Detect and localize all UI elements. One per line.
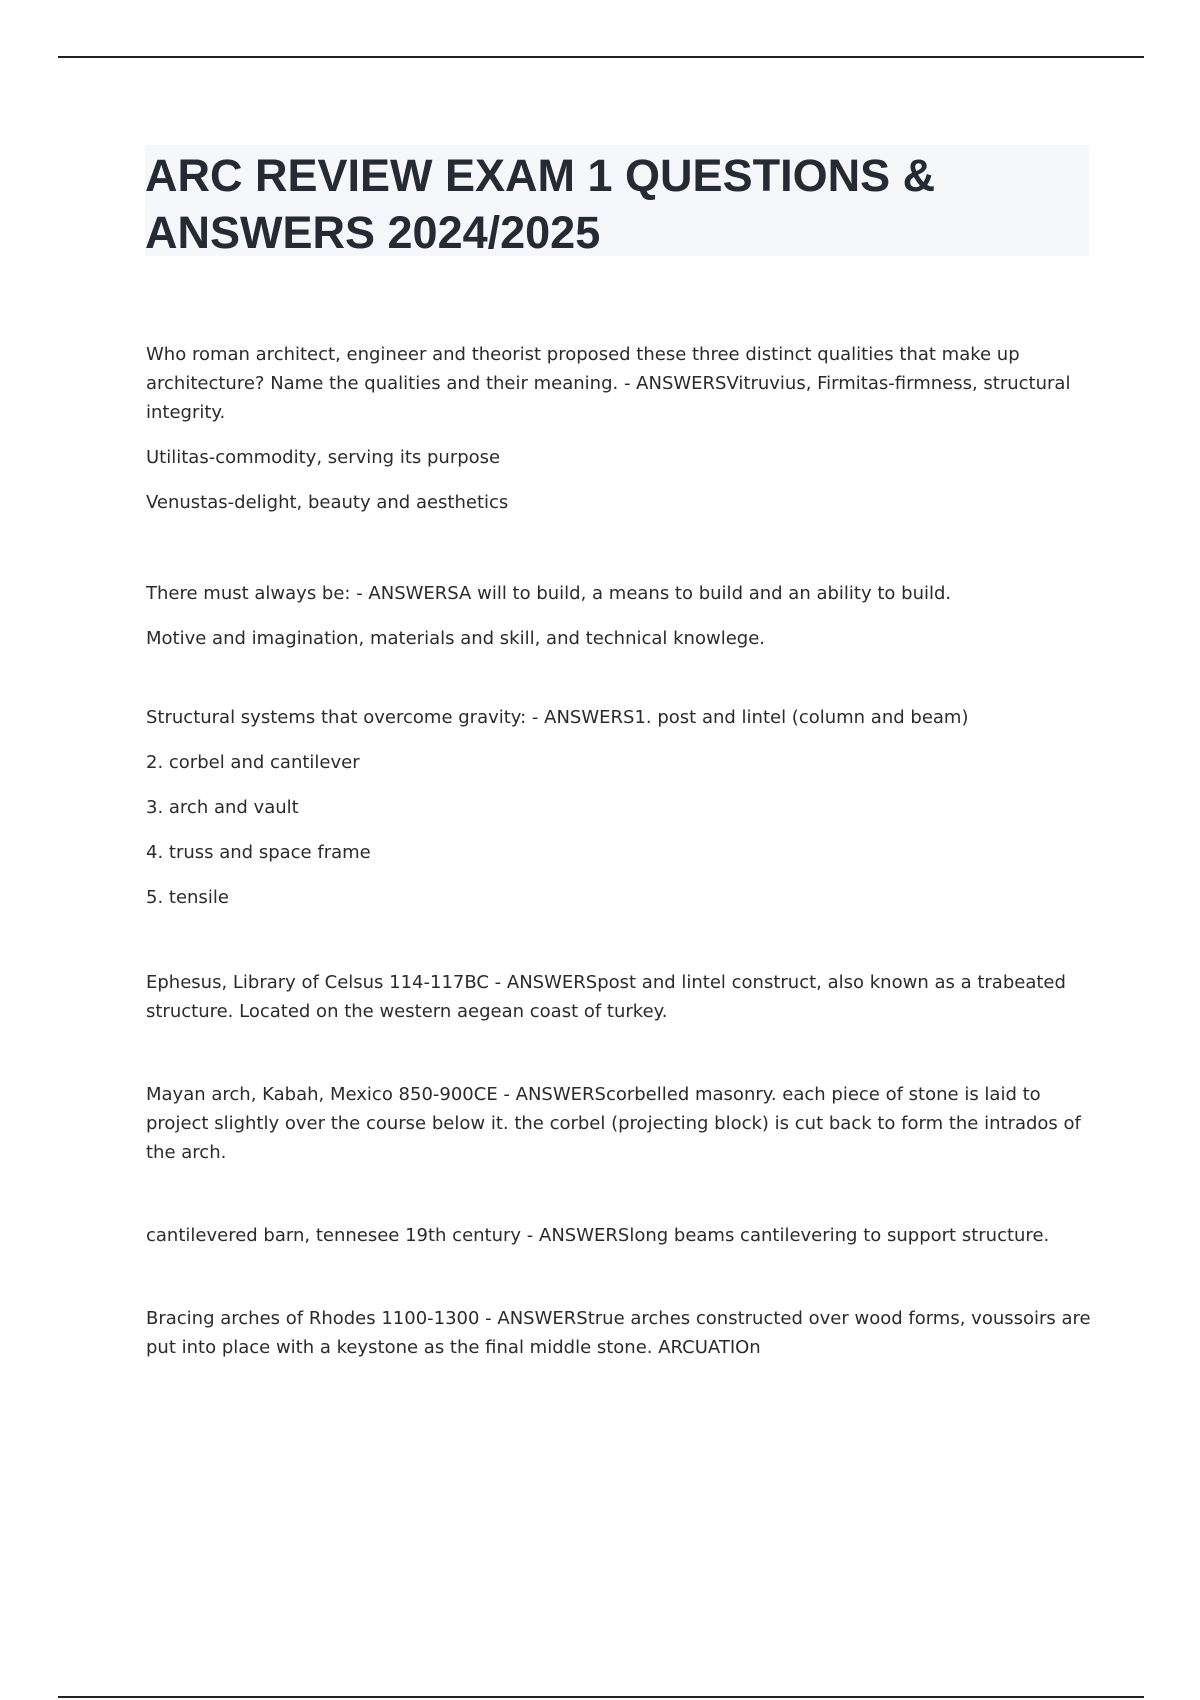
- paragraph: Mayan arch, Kabah, Mexico 850-900CE - ANSWERScorbelled masonry. each piece of stone is laid to project slightly over the course below it. the corbel (projecting block) is cut back to form the intrados of the arch.: [146, 1084, 1081, 1163]
- qa-entry: [146, 579, 1091, 653]
- paragraph: Ephesus, Library of Celsus 114-117BC - ANSWERSpost and lintel construct, also known as a trabeated structure. Located on the western aegean coast of turkey.: [146, 972, 1066, 1022]
- bottom-rule: [58, 1696, 1144, 1698]
- paragraph: 2. corbel and cantilever: [146, 752, 360, 773]
- top-rule: [58, 56, 1144, 58]
- title-block: [145, 145, 1089, 256]
- paragraph: Utilitas-commodity, serving its purpose: [146, 447, 501, 468]
- qa-entry: [146, 1221, 1091, 1250]
- paragraph: There must always be: - ANSWERSA will to build, a means to build and an ability to build.: [146, 583, 952, 604]
- document-body: [146, 340, 1091, 1378]
- paragraph: 5. tensile: [146, 887, 229, 908]
- qa-entry: [146, 1080, 1091, 1167]
- qa-entry: [146, 703, 1091, 912]
- paragraph: Structural systems that overcome gravity: - ANSWERS1. post and lintel (column and beam): [146, 707, 969, 728]
- paragraph: Bracing arches of Rhodes 1100-1300 - ANSWERStrue arches constructed over wood forms, voussoirs are put into place with a keystone as the final middle stone. ARCUATIOn: [146, 1308, 1091, 1358]
- paragraph: 4. truss and space frame: [146, 842, 371, 863]
- paragraph: Motive and imagination, materials and skill, and technical knowlege.: [146, 628, 765, 649]
- qa-entry: [146, 1304, 1091, 1362]
- document-title: ARC REVIEW EXAM 1 QUESTIONS & ANSWERS 2024/2025: [145, 150, 936, 258]
- paragraph: Venustas-delight, beauty and aesthetics: [146, 492, 509, 513]
- paragraph: cantilevered barn, tennesee 19th century - ANSWERSlong beams cantilevering to support structure.: [146, 1225, 1050, 1246]
- paragraph: 3. arch and vault: [146, 797, 299, 818]
- qa-entry: [146, 968, 1091, 1026]
- paragraph: Who roman architect, engineer and theorist proposed these three distinct qualities that make up architecture? Name the qualities and their meaning. - ANSWERSVitruvius, Firmitas-firmness, structural integrity.: [146, 344, 1071, 423]
- qa-entry: [146, 340, 1091, 517]
